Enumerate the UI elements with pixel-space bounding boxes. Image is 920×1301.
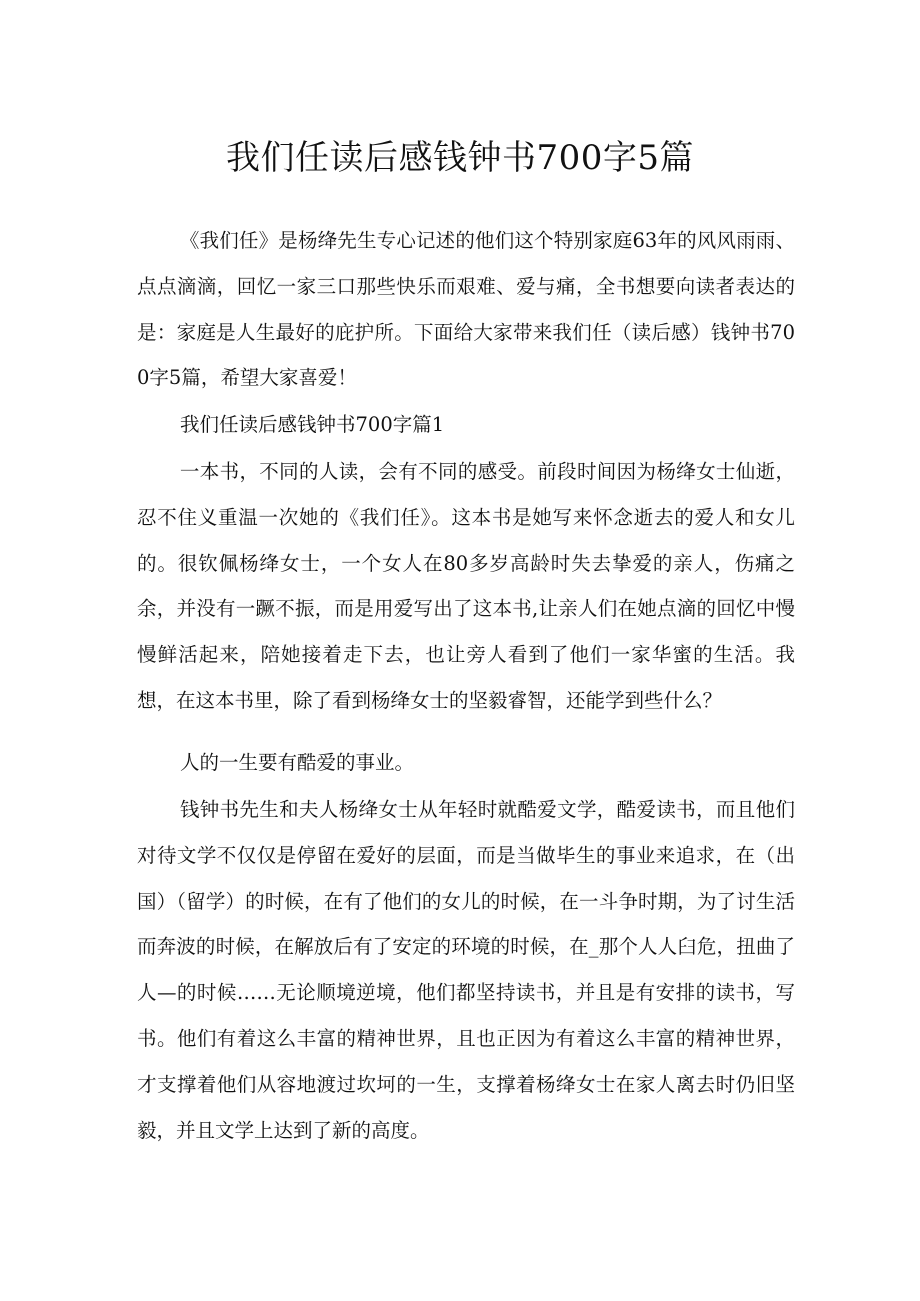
- document-title: 我们任读后感钱钟书700字5篇: [225, 138, 695, 178]
- intro-paragraph: 《我们任》是杨绛先生专心记述的他们这个特别家庭63年的风风雨雨、点点滴滴，回忆一家三口那些快乐而艰难、爱与痛，全书想要向读者表达的是：家庭是人生最好的庇护所。下面给大家带来我们任（读后感）钱钟书700字5篇，希望大家喜爱！: [137, 229, 795, 390]
- section-heading: 我们任读后感钱钟书700字篇1: [180, 413, 445, 436]
- body-paragraph-2: 人的一生要有酷爱的事业。: [180, 751, 415, 774]
- body-paragraph-1: 一本书，不同的人读，会有不同的感受。前段时间因为杨绛女士仙逝，忍不住义重温一次她的《我们任》。这本书是她写来怀念逝去的爱人和女儿的。很钦佩杨绛女士，一个女人在80多岁高龄时失去挚爱的亲人，伤痛之余，并没有一蹶不振，而是用爱写出了这本书,让亲人们在她点滴的回忆中慢慢鲜活起来，陪她接着走下去，也让旁人看到了他们一家华蜜的生活。我想，在这本书里，除了看到杨绛女士的坚毅睿智，还能学到些什么？: [137, 460, 795, 712]
- body-paragraph-3: 钱钟书先生和夫人杨绛女士从年轻时就酷爱文学，酷爱读书，而且他们对待文学不仅仅是停留在爱好的层面，而是当做毕生的事业来追求，在（出国）（留学）的时候，在有了他们的女儿的时候，在一斗争时期，为了讨生活而奔波的时候，在解放后有了安定的环境的时候，在_那个人人臼危，扭曲了人—的时候……无论顺境逆境，他们都坚持读书，并且是有安排的读书，写书。他们有着这么丰富的精神世界，且也正因为有着这么丰富的精神世界，才支撑着他们从容地渡过坎坷的一生，支撑着杨绛女士在家人离去时仍旧坚毅，并且文学上达到了新的高度。: [137, 798, 795, 1142]
